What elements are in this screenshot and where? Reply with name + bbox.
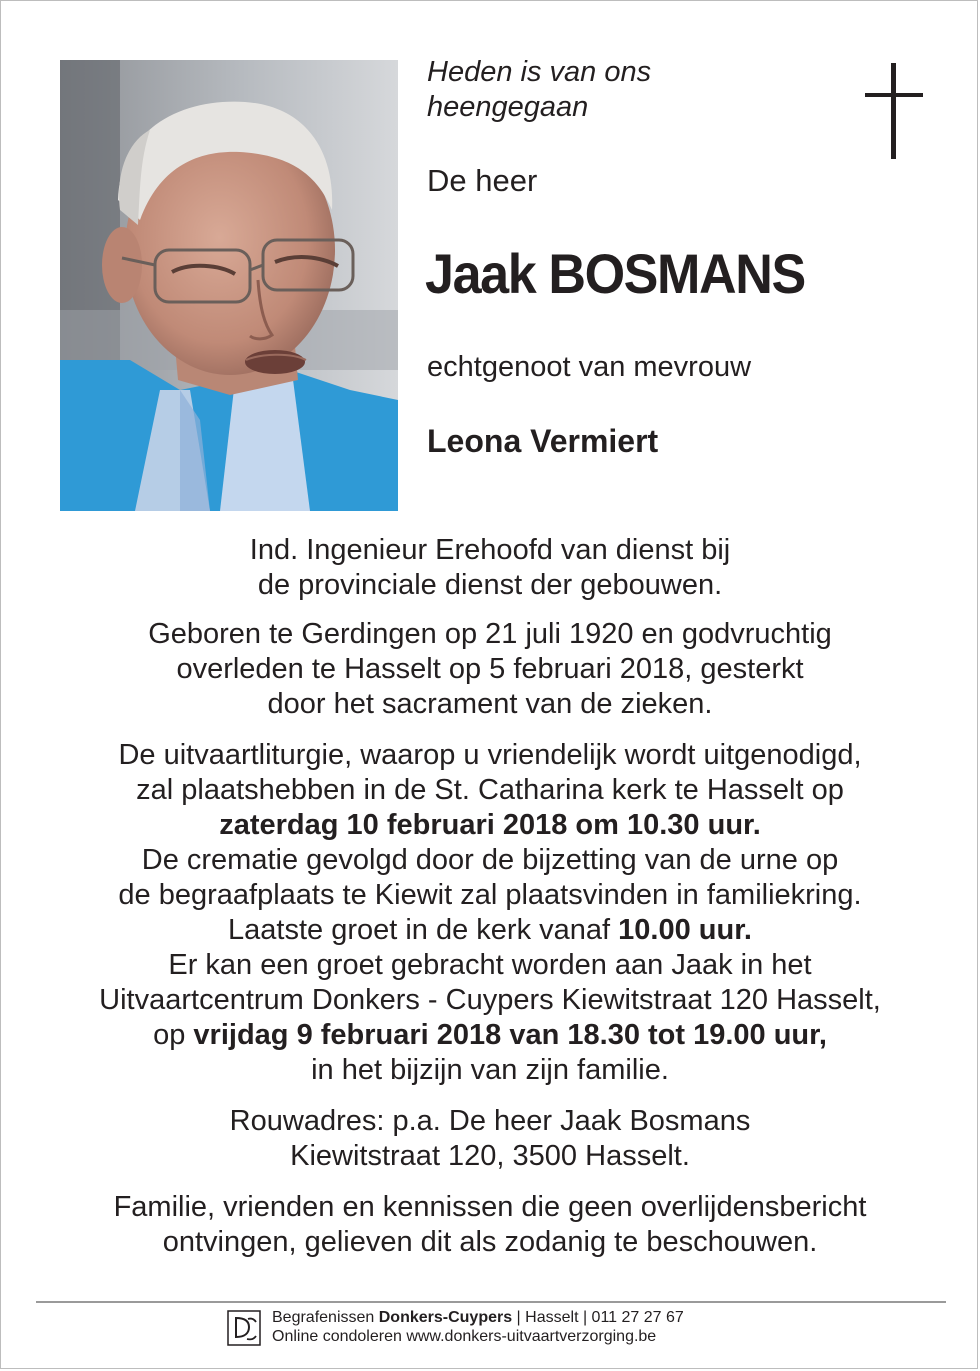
text-line: De crematie gevolgd door de bijzetting van de urne op <box>141 844 839 876</box>
text-line: Familie, vrienden en kennissen die geen overlijdensbericht <box>113 1191 867 1223</box>
notice-paragraph <box>1 1190 978 1260</box>
text-line: Geboren te Gerdingen op 21 juli 1920 en godvruchtig <box>148 618 832 650</box>
text-line: door het sacrament van de zieken. <box>267 688 713 720</box>
visitation-time: vrijdag 9 februari 2018 van 18.30 tot 19.00 uur, <box>193 1019 827 1051</box>
footer-website: Online condoleren www.donkers-uitvaartverzorging.be <box>272 1328 657 1345</box>
spouse-intro: echtgenoot van mevrouw <box>427 351 752 383</box>
text-line: Kiewitstraat 120, 3500 Hasselt. <box>290 1140 690 1172</box>
funeral-paragraph <box>1 738 978 1088</box>
text-line: de provinciale dienst der gebouwen. <box>257 569 723 601</box>
text-segment: op <box>153 1019 194 1051</box>
footer-line <box>272 1308 684 1327</box>
text-line <box>1 1018 978 1053</box>
deceased-name: Jaak BOSMANS <box>425 242 805 305</box>
honorific: De heer <box>427 163 538 198</box>
intro-line: Heden is van ons <box>427 56 652 88</box>
intro-text <box>427 55 827 125</box>
footer-prefix: Begrafenissen <box>272 1309 379 1326</box>
footer <box>227 1308 787 1348</box>
notice-body <box>1 533 978 1276</box>
footer-text <box>272 1308 684 1346</box>
text-line <box>1 913 978 948</box>
text-line <box>1 808 978 843</box>
address-paragraph <box>1 1104 978 1174</box>
text-line: overleden te Hasselt op 5 februari 2018, gesterkt <box>176 653 804 685</box>
text-line: de begraafplaats te Kiewit zal plaatsvinden in familiekring. <box>118 879 862 911</box>
footer-divider <box>36 1301 946 1303</box>
text-line: Uitvaartcentrum Donkers - Cuypers Kiewitstraat 120 Hasselt, <box>99 984 881 1016</box>
profession-paragraph <box>1 533 978 603</box>
cross-icon <box>865 63 923 161</box>
intro-line: heengegaan <box>427 91 589 123</box>
text-line: Rouwadres: p.a. De heer Jaak Bosmans <box>229 1105 751 1137</box>
footer-contact: | Hasselt | 011 27 27 67 <box>512 1309 684 1326</box>
text-line: ontvingen, gelieven dit als zodanig te beschouwen. <box>162 1226 818 1258</box>
text-line: Er kan een groet gebracht worden aan Jaak in het <box>168 949 812 981</box>
text-segment: Laatste groet in de kerk vanaf <box>228 914 619 946</box>
company-name: Donkers-Cuypers <box>378 1309 513 1326</box>
spouse-name: Leona Vermiert <box>427 423 659 459</box>
birth-death-paragraph <box>1 617 978 722</box>
farewell-time: 10.00 uur. <box>618 914 752 946</box>
text-line: De uitvaartliturgie, waarop u vriendelijk wordt uitgenodigd, <box>118 739 862 771</box>
portrait-photo <box>60 60 398 511</box>
text-line: in het bijzijn van zijn familie. <box>311 1054 669 1086</box>
dc-monogram-icon <box>227 1310 261 1346</box>
funeral-date: zaterdag 10 februari 2018 om 10.30 uur. <box>219 809 761 841</box>
text-line: Ind. Ingenieur Erehoofd van dienst bij <box>249 534 731 566</box>
text-line: zal plaatshebben in de St. Catharina kerk te Hasselt op <box>136 774 844 806</box>
